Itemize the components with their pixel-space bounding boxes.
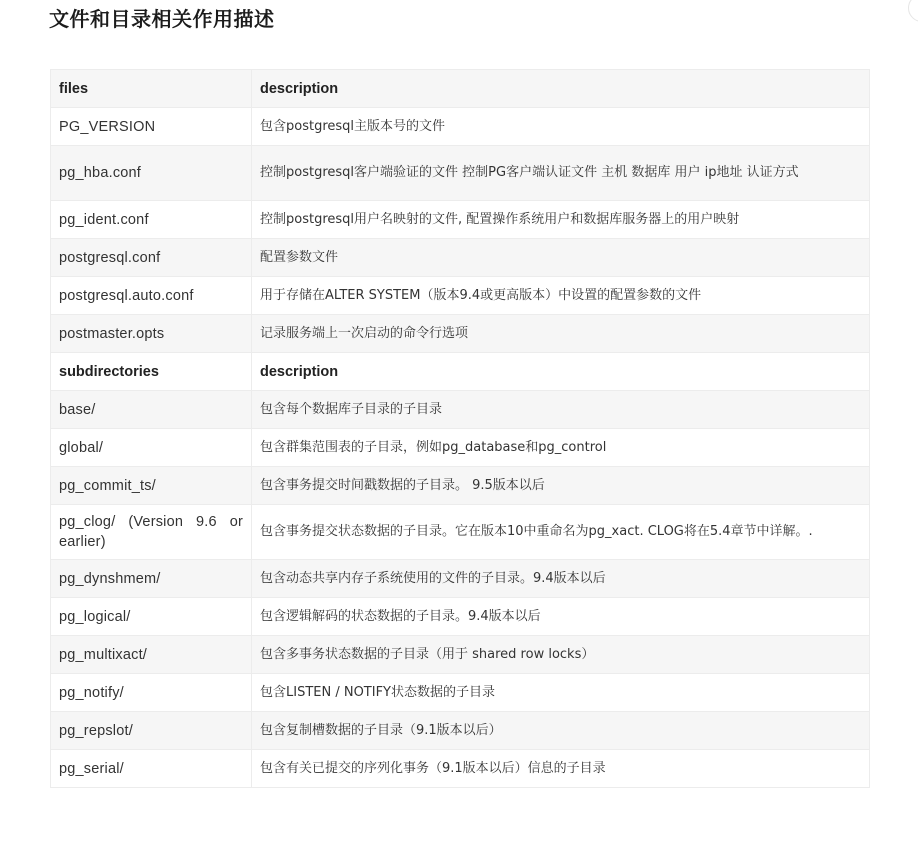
- table-row: [51, 560, 870, 598]
- subdirectory-name: pg_serial/: [51, 750, 252, 788]
- subdirectory-description: 包含有关已提交的序列化事务（9.1版本以后）信息的子目录: [252, 750, 870, 788]
- subdirectory-description: 包含群集范围表的子目录，例如pg_database和pg_control: [252, 429, 870, 467]
- subdirectory-name: pg_logical/: [51, 598, 252, 636]
- table-row: [51, 315, 870, 353]
- subdirectories-header-description: description: [252, 353, 870, 391]
- subdirectory-name: global/: [51, 429, 252, 467]
- file-description: 配置参数文件: [252, 239, 870, 277]
- table-row: [51, 505, 870, 560]
- table-row: [51, 467, 870, 505]
- subdirectories-header-row: [51, 353, 870, 391]
- files-header-description: description: [252, 70, 870, 108]
- table-row: [51, 277, 870, 315]
- subdirectory-name: pg_notify/: [51, 674, 252, 712]
- subdirectories-header-name: subdirectories: [51, 353, 252, 391]
- file-name: postmaster.opts: [51, 315, 252, 353]
- file-name: PG_VERSION: [51, 108, 252, 146]
- files-header-row: [51, 70, 870, 108]
- file-description: 控制postgresql客户端验证的文件 控制PG客户端认证文件 主机 数据库 用户 ip地址 认证方式: [252, 146, 870, 201]
- corner-arc-decoration: [908, 0, 918, 22]
- subdirectory-description: 包含逻辑解码的状态数据的子目录。9.4版本以后: [252, 598, 870, 636]
- page-title: 文件和目录相关作用描述: [49, 7, 275, 31]
- table-row: [51, 146, 870, 201]
- subdirectory-description: 包含多事务状态数据的子目录（用于 shared row locks）: [252, 636, 870, 674]
- subdirectory-description: 包含事务提交状态数据的子目录。它在版本10中重命名为pg_xact. CLOG将在5.4章节中详解。.: [252, 505, 870, 560]
- file-name: pg_ident.conf: [51, 201, 252, 239]
- subdirectory-name: pg_dynshmem/: [51, 560, 252, 598]
- table-row: [51, 750, 870, 788]
- table-row: [51, 391, 870, 429]
- file-description: 用于存储在ALTER SYSTEM（版本9.4或更高版本）中设置的配置参数的文件: [252, 277, 870, 315]
- file-description: 记录服务端上一次启动的命令行选项: [252, 315, 870, 353]
- subdirectory-description: 包含每个数据库子目录的子目录: [252, 391, 870, 429]
- subdirectory-name: pg_multixact/: [51, 636, 252, 674]
- subdirectory-name: pg_clog/ (Version 9.6 or earlier): [51, 505, 252, 560]
- subdirectory-description: 包含LISTEN / NOTIFY状态数据的子目录: [252, 674, 870, 712]
- subdirectory-name: pg_commit_ts/: [51, 467, 252, 505]
- file-name: postgresql.auto.conf: [51, 277, 252, 315]
- subdirectory-description: 包含动态共享内存子系统使用的文件的子目录。9.4版本以后: [252, 560, 870, 598]
- subdirectory-description: 包含事务提交时间戳数据的子目录。 9.5版本以后: [252, 467, 870, 505]
- file-name: postgresql.conf: [51, 239, 252, 277]
- files-directories-table: [50, 69, 870, 788]
- files-header-name: files: [51, 70, 252, 108]
- table-row: [51, 712, 870, 750]
- subdirectory-name: base/: [51, 391, 252, 429]
- table-row: [51, 239, 870, 277]
- subdirectory-name: pg_repslot/: [51, 712, 252, 750]
- table-row: [51, 108, 870, 146]
- table-row: [51, 429, 870, 467]
- file-description: 包含postgresql主版本号的文件: [252, 108, 870, 146]
- table-row: [51, 598, 870, 636]
- file-name: pg_hba.conf: [51, 146, 252, 201]
- table-row: [51, 636, 870, 674]
- table-row: [51, 201, 870, 239]
- subdirectory-description: 包含复制槽数据的子目录（9.1版本以后）: [252, 712, 870, 750]
- file-description: 控制postgresql用户名映射的文件, 配置操作系统用户和数据库服务器上的用户映射: [252, 201, 870, 239]
- table-row: [51, 674, 870, 712]
